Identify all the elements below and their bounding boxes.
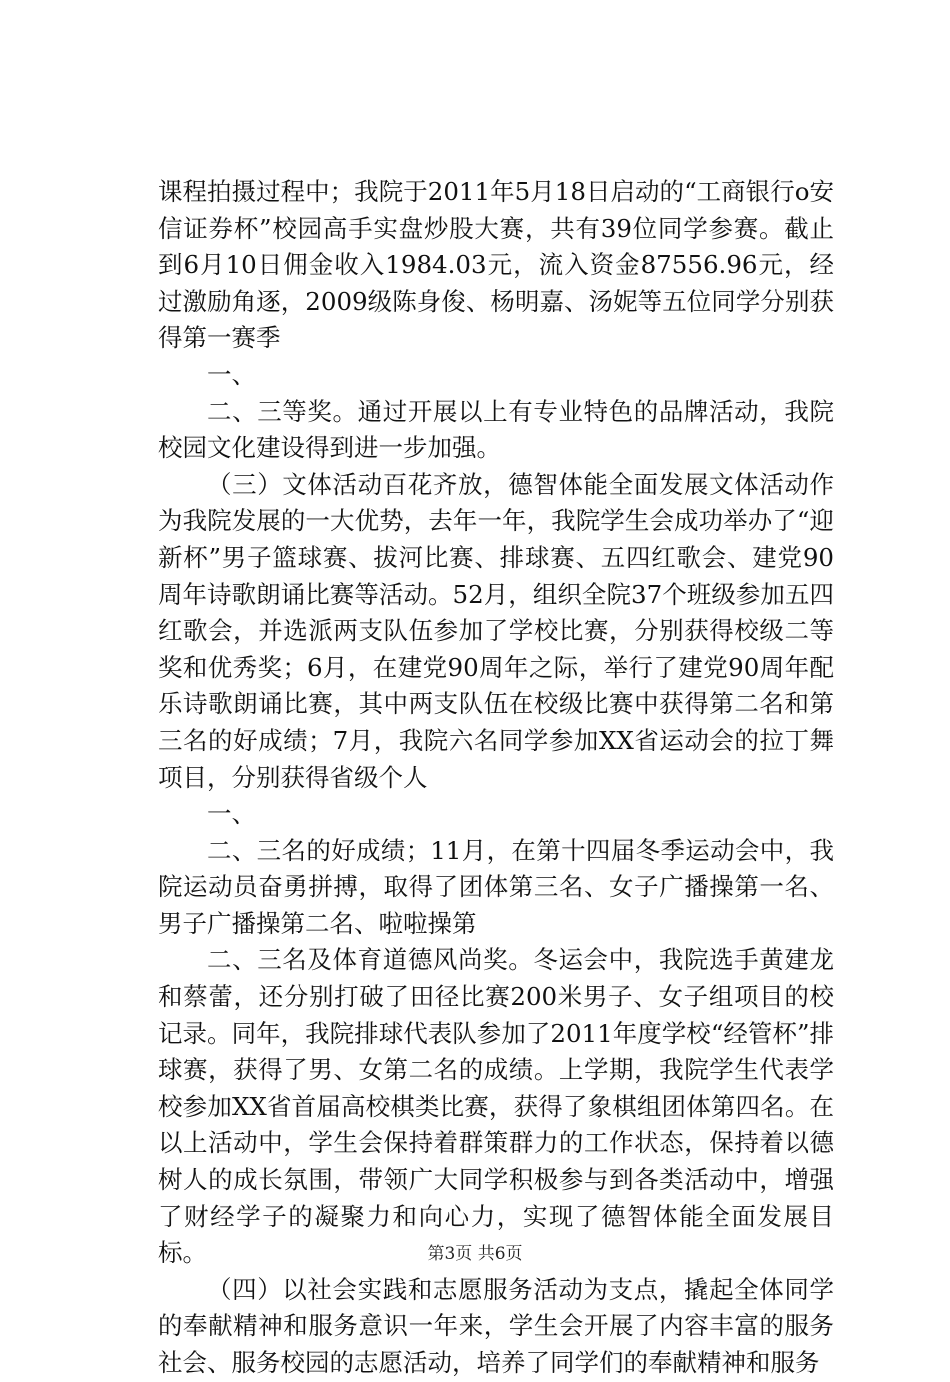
paragraph-section-four: （四）以社会实践和志愿服务活动为支点，撬起全体同学的奉献精神和服务意识一年来，学生会开展了内容丰富的服务社会、服务校园的志愿活动，培养了同学们的奉献精神和服务 (158, 1274, 834, 1377)
page-footer: 第3页 共6页 (427, 1244, 523, 1264)
paragraph-section-three: （三）文体活动百花齐放，德智体能全面发展文体活动作为我院发展的一大优势，去年一年，我院学生会成功举办了“迎新杯”男子篮球赛、拔河比赛、排球赛、五四红歌会、建党90周年诗歌朗诵比赛等活动。52月，组织全院37个班级参加五四红歌会，并选派两支队伍参加了学校比赛，分别获得校级二等奖和优秀奖；6月，在建党90周年之际，举行了建党90周年配乐诗歌朗诵比赛，其中两支队伍在校级比赛中获得第二名和第三名的好成绩；7月，我院六名同学参加XX省运动会的拉丁舞项目，分别获得省级个人 (158, 469, 834, 792)
paragraph: 二、三名及体育道德风尚奖。冬运会中，我院选手黄建龙和蔡蕾，还分别打破了田径比赛200米男子、女子组项目的校记录。同年，我院排球代表队参加了2011年度学校“经管杯”排球赛，获得了男、女第二名的成绩。上学期，我院学生代表学校参加XX省首届高校棋类比赛，获得了象棋组团体第四名。在以上活动中，学生会保持着群策群力的工作状态，保持着以德树人的成长氛围，带领广大同学积极参与到各类活动中，增强了财经学子的凝聚力和向心力，实现了德智体能全面发展目标。 (158, 945, 834, 1268)
paragraph: 二、三名的好成绩；11月，在第十四届冬季运动会中，我院运动员奋勇拼搏，取得了团体第三名、女子广播操第一名、男子广播操第二名、啦啦操第 (158, 835, 834, 938)
document-body (158, 174, 834, 1382)
paragraph-continuation: 课程拍摄过程中；我院于2011年5月18日启动的“工商银行o安信证券杯”校园高手实盘炒股大赛，共有39位同学参赛。截止到6月10日佣金收入1984.03元，流入资金87556.96元，经过激励角逐，2009级陈身俊、杨明嘉、汤妮等五位同学分别获得第一赛季 (158, 177, 834, 353)
paragraph: 二、三等奖。通过开展以上有专业特色的品牌活动，我院校园文化建设得到进一步加强。 (158, 396, 834, 463)
paragraph-list-marker: 一、 (207, 799, 256, 829)
paragraph-list-marker: 一、 (207, 359, 256, 389)
